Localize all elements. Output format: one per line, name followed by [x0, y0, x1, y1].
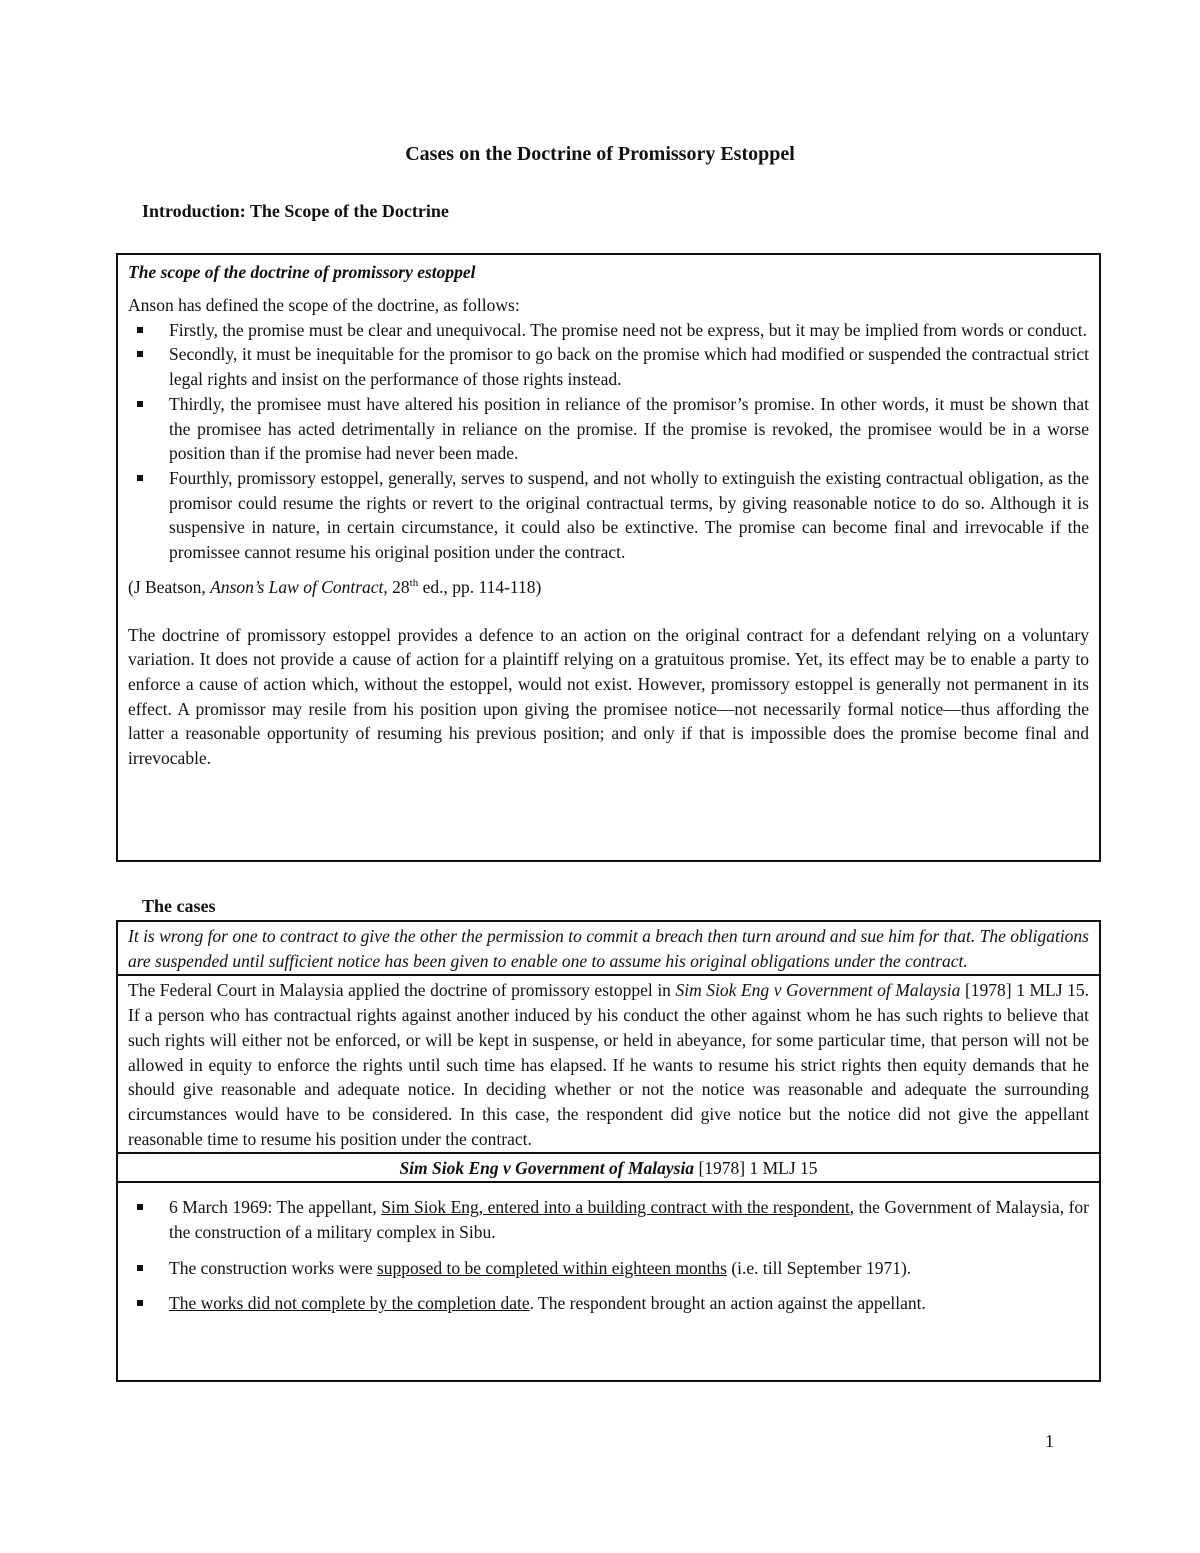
citation-edition: , 28 [383, 576, 410, 597]
square-bullet-icon [137, 401, 143, 407]
list-item [128, 1291, 1089, 1316]
list-item [128, 318, 1089, 343]
citation-suffix: ed., pp. 114-118) [418, 576, 542, 597]
scope-box-title: The scope of the doctrine of promissory estoppel [128, 262, 476, 282]
principle-cell: It is wrong for one to contract to give the other the permission to commit a breach then turn around and sue him for that. The obligations are suspended until sufficient notice has been given to enable one to assume his original obligations under the contract. [118, 922, 1099, 976]
citation [128, 571, 1089, 599]
square-bullet-icon [137, 475, 143, 481]
citation-prefix: (J Beatson, [128, 576, 211, 597]
fact-text: . The respondent brought an action against the appellant. [529, 1293, 926, 1314]
list-item [128, 1195, 1089, 1244]
square-bullet-icon [137, 1265, 143, 1271]
case-title-citation: [1978] 1 MLJ 15 [694, 1158, 818, 1179]
facts-cell [118, 1183, 1099, 1328]
scope-closing-paragraph: The doctrine of promissory estoppel provides a defence to an action on the original contract for a defendant relying on a voluntary variation. It does not provide a cause of action for a plaintiff relying on a gratuitous promise. Yet, its effect may be to enable a party to enforce a cause of action which, without the estoppel, would not exist. However, promissory estoppel is generally not permanent in its effect. A promissor may resile from his position upon giving the promisee notice—not necessarily formal notice—thus affording the latter a reasonable opportunity of resuming his previous position; and only if that is impossible does the promise become final and irrevocable. [128, 624, 1089, 769]
list-item-text: Thirdly, the promisee must have altered his position in reliance of the promisor’s promise. In other words, it must be shown that the promisee has acted detrimentally in reliance on the promise. If the promise is revoked, the promisee would be in a worse position than if the promise had never been made. [169, 393, 1089, 464]
case-title-name: Sim Siok Eng v Government of Malaysia [399, 1158, 695, 1179]
scope-lead: Anson has defined the scope of the doctrine, as follows: [128, 295, 520, 315]
summary-case-name: Sim Siok Eng v Government of Malaysia [675, 980, 961, 1001]
list-item [128, 392, 1089, 466]
list-item [128, 1256, 1089, 1281]
fact-underlined: Sim Siok Eng, entered into a building contract with the respondent [381, 1197, 850, 1218]
page-title: Cases on the Doctrine of Promissory Estoppel [405, 143, 795, 165]
fact-text: The construction works were [169, 1257, 377, 1278]
summary-before: The Federal Court in Malaysia applied the doctrine of promissory estoppel in [128, 980, 676, 1001]
scope-bullets [128, 318, 1089, 565]
summary-cell [118, 976, 1099, 1154]
list-item [128, 466, 1089, 565]
facts-list [128, 1195, 1089, 1316]
list-item-text: Firstly, the promise must be clear and unequivocal. The promise need not be express, but it may be implied from words or conduct. [169, 319, 1088, 340]
citation-book: Anson’s Law of Contract [210, 576, 384, 597]
fact-underlined: supposed to be completed within eighteen months [377, 1257, 727, 1278]
square-bullet-icon [137, 1300, 143, 1306]
fact-underlined: The works did not complete by the completion date [169, 1293, 530, 1314]
fact-text: 6 March 1969: The appellant, [169, 1197, 382, 1218]
list-item-text: Fourthly, promissory estoppel, generally, serves to suspend, and not wholly to extinguish the existing contractual obligation, as the promisor could resume the rights or revert to the original contractual terms, by giving reasonable notice to do so. Although it is suspensive in nature, in certain circumstance, it could also be extinctive. The promise can become final and irrevocable if the promissee cannot resume his original position under the contract. [169, 467, 1089, 563]
square-bullet-icon [137, 1204, 143, 1210]
scope-box [116, 253, 1101, 862]
cases-heading: The cases [142, 896, 216, 916]
case-title-cell [118, 1154, 1099, 1183]
fact-text: , the Government of Malaysia, for the construction of a military complex in Sibu. [169, 1197, 1089, 1243]
square-bullet-icon [137, 351, 143, 357]
square-bullet-icon [137, 327, 143, 333]
page-number: 1 [1045, 1431, 1054, 1451]
intro-heading: Introduction: The Scope of the Doctrine [142, 201, 449, 221]
citation-sup: th [409, 576, 419, 589]
list-item-text: Secondly, it must be inequitable for the promisor to go back on the promise which had modified or suspended the contractual strict legal rights and insist on the performance of those rights instead. [169, 344, 1089, 390]
cases-box [116, 920, 1101, 1382]
summary-after: [1978] 1 MLJ 15. If a person who has contractual rights against another induced by his conduct the other against whom he has such rights to believe that such rights will either not be enforced, or will be kept in suspense, or held in abeyance, for some particular time, that person will not be allowed in equity to enforce the rights until such time has elapsed. If he wants to resume his strict rights then equity demands that he should give reasonable and adequate notice. In deciding whether or not the notice was reasonable and adequate the surrounding circumstances would have to be considered. In this case, the respondent did give notice but the notice did not give the appellant reasonable time to resume his position under the contract. [128, 980, 1089, 1149]
list-item [128, 342, 1089, 391]
fact-text: (i.e. till September 1971). [726, 1257, 912, 1278]
